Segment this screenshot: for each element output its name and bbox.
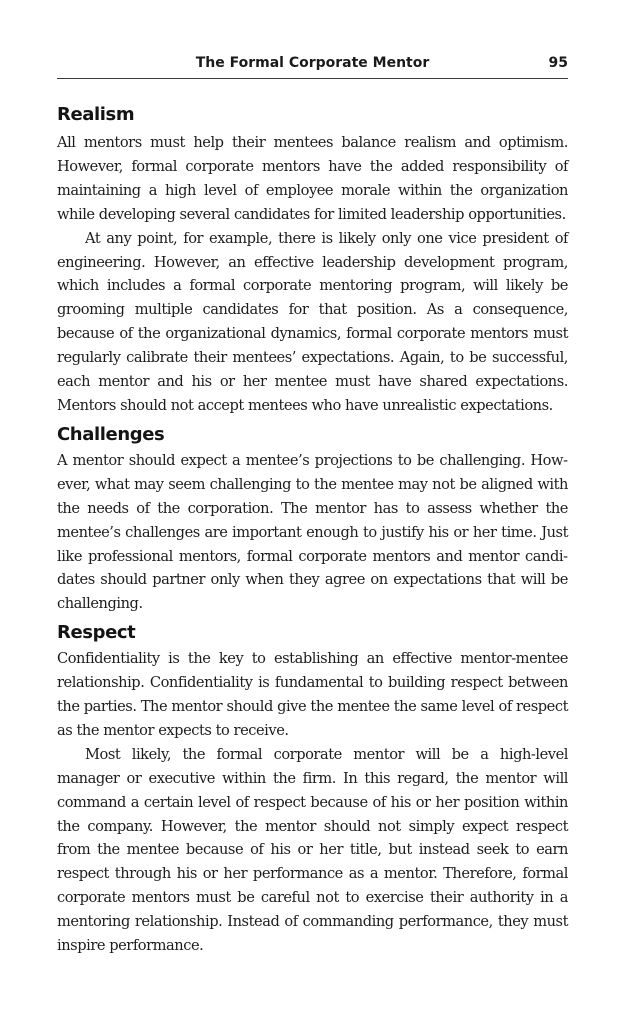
section-heading-respect: Respect bbox=[57, 622, 136, 644]
page-number: 95 bbox=[548, 55, 568, 71]
section-heading-realism: Realism bbox=[57, 104, 135, 125]
paragraph: Most likely, the formal corporate mentor will be a high-level manager or executive within the firm. In this regard, the mentor will command a certain level of respect because of his or her position within the company. However, the mentor should not simply expect respect from the mentee because of his or her title, but instead seek to earn respect through his or her performance as a mentor. Therefore, formal corporate mentors must be careful not to exercise their authority in a mentoring relationship. Instead of commanding performance, they must inspire performance. bbox=[57, 745, 568, 955]
paragraph: Confidentiality is the key to establishing an effective mentor-mentee relationship. Confidentiality is fundamental to building respect between the parties. The mentor should give the mentee the same level of respect as the mentor expects to receive. bbox=[57, 650, 568, 739]
page-body bbox=[57, 102, 568, 958]
running-header bbox=[57, 52, 568, 79]
paragraph: At any point, for example, there is likely only one vice president of engineering. However, an effective leadership development program, which includes a formal corporate mentoring program, will likely be grooming multiple candidates for that position. As a consequence, because of the organizational dynamics, formal corporate mentors must regularly calibrate their mentees’ expectations. Again, to be successful, each mentor and his or her mentee must have shared expectations. Mentors should not accept mentees who have unrealistic expectations. bbox=[57, 229, 568, 414]
running-title: The Formal Corporate Mentor bbox=[195, 55, 430, 71]
section-heading-challenges: Challenges bbox=[57, 423, 165, 445]
paragraph: A mentor should expect a mentee’s projections to be challenging. However, what may seem challenging to the mentee may not be aligned with the needs of the corporation. The mentor has to assess whether the mentee’s challenges are important enough to justify his or her time. Just like professional mentors, formal corporate mentors and mentor candidates should partner only when they agree on expectations that will be challenging. bbox=[57, 451, 568, 613]
paragraph: All mentors must help their mentees balance realism and optimism. However, formal corporate mentors have the added responsibility of maintaining a high level of employee morale within the organization while developing several candidates for limited leadership opportunities. bbox=[57, 134, 568, 223]
